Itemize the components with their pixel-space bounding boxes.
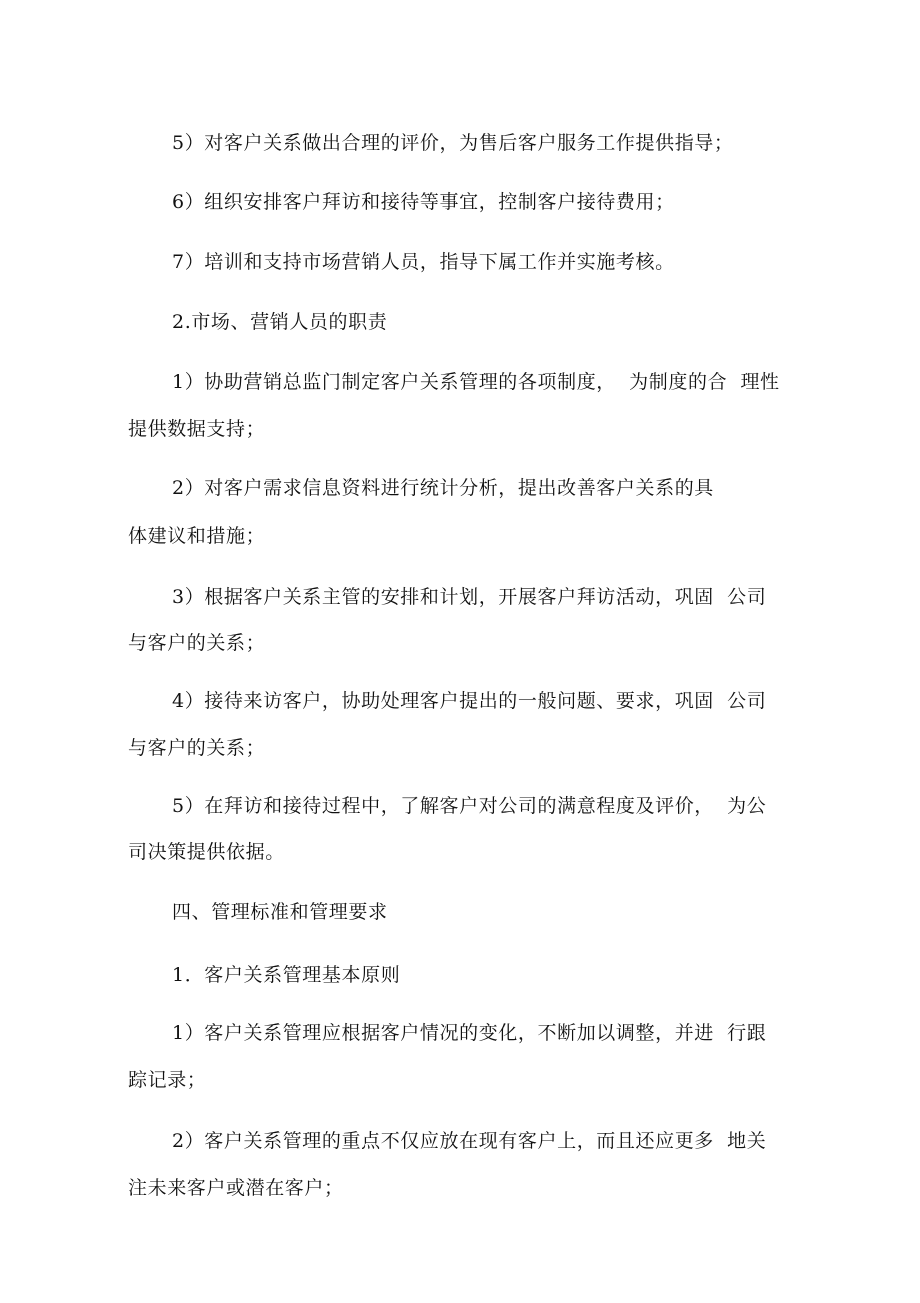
subsection-heading-principles: 1．客户关系管理基本原则	[172, 964, 401, 986]
text-line-principle-2: 2）客户关系管理的重点不仅应放在现有客户上，而且还应更多 地关	[172, 1130, 767, 1152]
text-line-staff-2: 2）对客户需求信息资料进行统计分析，提出改善客户关系的具	[172, 477, 714, 499]
text-line-staff-5-cont: 司决策提供依据。	[128, 841, 285, 863]
text-line-staff-4-cont: 与客户的关系；	[128, 737, 266, 759]
text-line-duty-7: 7）培训和支持市场营销人员，指导下属工作并实施考核。	[172, 251, 675, 273]
section-heading-staff-duties: 2.市场、营销人员的职责	[172, 311, 388, 333]
section-heading-standards: 四、管理标准和管理要求	[172, 901, 388, 923]
text-line-duty-5: 5）对客户关系做出合理的评价，为售后客户服务工作提供指导；	[172, 132, 734, 154]
text-line-principle-2-cont: 注未来客户或潜在客户；	[128, 1177, 344, 1199]
text-line-staff-1-cont: 提供数据支持；	[128, 418, 266, 440]
text-line-staff-4: 4）接待来访客户，协助处理客户提出的一般问题、要求，巩固 公司	[172, 690, 767, 712]
text-line-staff-3: 3）根据客户关系主管的安排和计划，开展客户拜访活动，巩固 公司	[172, 586, 767, 608]
text-line-staff-2-cont: 体建议和措施；	[128, 525, 266, 547]
text-line-staff-5: 5）在拜访和接待过程中，了解客户对公司的满意程度及评价， 为公	[172, 795, 767, 817]
text-line-principle-1: 1）客户关系管理应根据客户情况的变化，不断加以调整，并进 行跟	[172, 1022, 767, 1044]
text-line-principle-1-cont: 踪记录；	[128, 1069, 207, 1091]
text-line-duty-6: 6）组织安排客户拜访和接待等事宜，控制客户接待费用；	[172, 191, 675, 213]
text-line-staff-3-cont: 与客户的关系；	[128, 632, 266, 654]
text-line-staff-1: 1）协助营销总监门制定客户关系管理的各项制度， 为制度的合 理性	[172, 371, 780, 393]
